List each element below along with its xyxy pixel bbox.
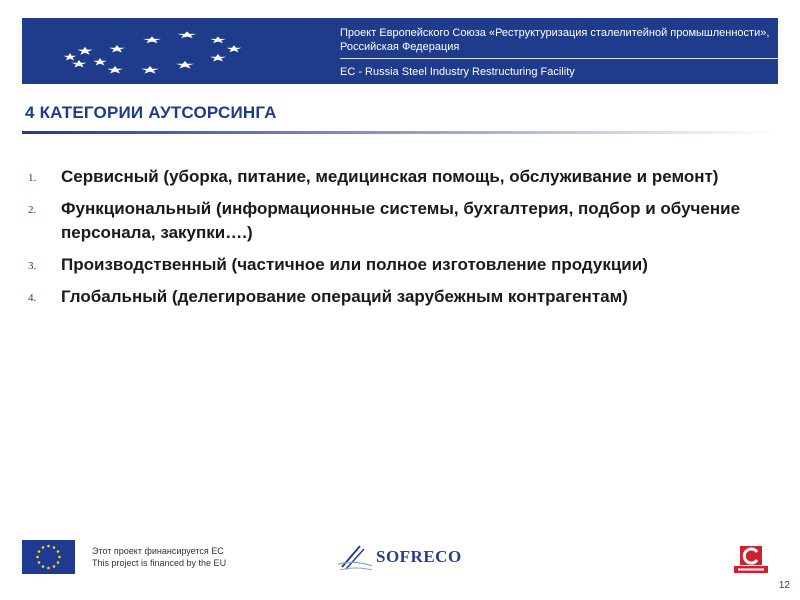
sofreco-emblem-icon bbox=[338, 543, 374, 573]
sofreco-logo bbox=[338, 541, 478, 575]
banner-divider bbox=[340, 58, 778, 59]
corus-logo-icon bbox=[731, 543, 771, 575]
financing-note-en: This project is financed by the EU bbox=[92, 558, 227, 568]
project-name: Проект Европейского Союза «Реструктуризация сталелитейной промышленности», Российская Федерация bbox=[340, 27, 770, 53]
page-number: 12 bbox=[778, 580, 790, 591]
list-number: 4. bbox=[28, 292, 37, 304]
category-list bbox=[28, 165, 748, 317]
eu-flag-icon bbox=[22, 540, 75, 574]
sofreco-wordmark: SOFRECO bbox=[376, 547, 462, 566]
title-divider bbox=[22, 131, 778, 134]
list-item bbox=[28, 197, 748, 245]
list-number: 2. bbox=[28, 204, 37, 216]
page-title: 4 КАТЕГОРИИ АУТСОРСИНГА bbox=[25, 103, 277, 122]
list-item bbox=[28, 285, 748, 309]
list-text: Функциональный (информационные системы, бухгалтерия, подбор и обучение персонала, закупки….) bbox=[61, 199, 741, 242]
list-text: Сервисный (уборка, питание, медицинская помощь, обслуживание и ремонт) bbox=[61, 167, 719, 186]
list-item bbox=[28, 253, 748, 277]
list-text: Глобальный (делегирование операций зарубежным контрагентам) bbox=[61, 287, 628, 306]
list-number: 3. bbox=[28, 260, 37, 272]
eu-stars-icon bbox=[22, 18, 332, 84]
list-item bbox=[28, 165, 748, 189]
financing-note bbox=[92, 545, 226, 569]
banner-text bbox=[340, 18, 778, 84]
financing-note-ru: Этот проект финансируется ЕС bbox=[92, 546, 224, 556]
list-text: Производственный (частичное или полное изготовление продукции) bbox=[61, 255, 648, 274]
list-number: 1. bbox=[28, 172, 37, 184]
header-banner bbox=[22, 18, 778, 84]
facility-name: EC - Russia Steel Industry Restructuring Facility bbox=[340, 66, 575, 78]
